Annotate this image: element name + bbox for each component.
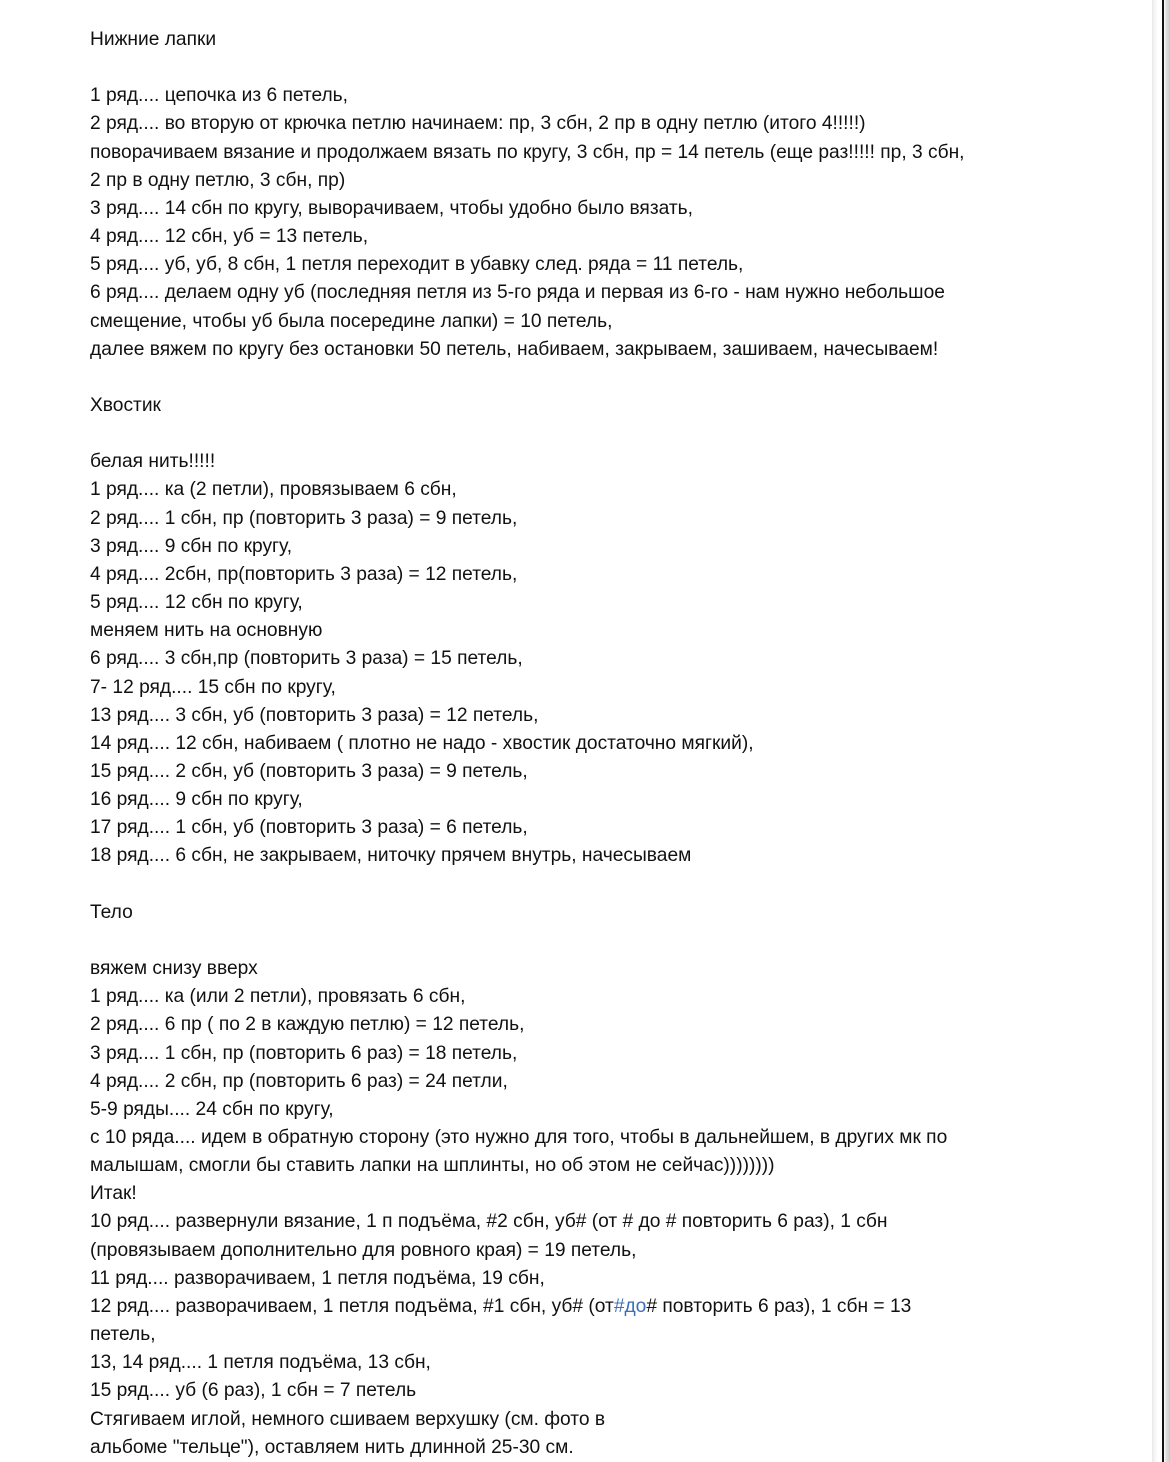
spacer: [90, 364, 1090, 392]
text-line: 13, 14 ряд.... 1 петля подъёма, 13 сбн,: [90, 1352, 431, 1374]
text-line: 6 ряд.... 3 сбн,пр (повторить 3 раза) = 15 петель,: [90, 648, 523, 670]
text-line: 3 ряд.... 1 сбн, пр (повторить 6 раз) = 18 петель,: [90, 1042, 518, 1064]
hashtag-link[interactable]: #до: [613, 1295, 647, 1317]
text-line: петель,: [90, 1324, 156, 1346]
text-line: 5 ряд.... уб, уб, 8 сбн, 1 петля переходит в убавку след. ряда = 11 петель,: [90, 254, 744, 276]
text-line: Итак!: [90, 1183, 137, 1205]
text-line: 16 ряд.... 9 сбн по кругу,: [90, 789, 303, 811]
text-line: 3 ряд.... 9 сбн по кругу,: [90, 535, 293, 557]
section-title-body: Тело: [90, 901, 133, 923]
text-line: 1 ряд.... ка (2 петли), провязываем 6 сбн,: [90, 479, 457, 501]
text-line: 2 пр в одну петлю, 3 сбн, пр): [90, 169, 346, 191]
text-line: 6 ряд.... делаем одну уб (последняя петля из 5-го ряда и первая из 6-го - нам нужно небольшое: [90, 282, 945, 304]
text-line: 13 ряд.... 3 сбн, уб (повторить 3 раза) = 12 петель,: [90, 704, 539, 726]
text-line: с 10 ряда.... идем в обратную сторону (это нужно для того, чтобы в дальнейшем, в других мк по: [90, 1127, 948, 1149]
text-line: 18 ряд.... 6 сбн, не закрываем, ниточку прячем внутрь, начесываем: [90, 845, 692, 867]
spacer: [90, 871, 1090, 899]
text-line: 2 ряд.... 1 сбн, пр (повторить 3 раза) = 9 петель,: [90, 507, 518, 529]
text-line-row-12: [90, 1293, 1090, 1321]
page-edge-line: [1162, 0, 1164, 1462]
spacer: [90, 420, 1090, 448]
section-title-paws: Нижние лапки: [90, 29, 217, 50]
text-line: 7- 12 ряд.... 15 сбн по кругу,: [90, 676, 336, 698]
text-line: 11 ряд.... разворачиваем, 1 петля подъёма, 19 сбн,: [90, 1267, 545, 1289]
text-line: 4 ряд.... 2сбн, пр(повторить 3 раза) = 12 петель,: [90, 563, 518, 585]
row-12-text-before: 12 ряд.... разворачиваем, 1 петля подъёма, #1 сбн, уб# (от: [90, 1295, 614, 1317]
text-line: 3 ряд.... 14 сбн по кругу, выворачиваем, чтобы удобно было вязать,: [90, 197, 693, 219]
row-12-text-after: # повторить 6 раз), 1 сбн = 13: [646, 1295, 912, 1317]
text-line: 1 ряд.... цепочка из 6 петель,: [90, 85, 348, 107]
text-line: 14 ряд.... 12 сбн, набиваем ( плотно не надо - хвостик достаточно мягкий),: [90, 732, 754, 754]
text-line: 4 ряд.... 2 сбн, пр (повторить 6 раз) = 24 петли,: [90, 1070, 508, 1092]
text-line: 5-9 ряды.... 24 сбн по кругу,: [90, 1098, 334, 1120]
text-line: 4 ряд.... 12 сбн, уб = 13 петель,: [90, 226, 369, 248]
text-line: смещение, чтобы уб была посередине лапки) = 10 петель,: [90, 310, 613, 332]
text-line: 2 ряд.... 6 пр ( по 2 в каждую петлю) = 12 петель,: [90, 1014, 525, 1036]
text-line: Стягиваем иглой, немного сшиваем верхушку (см. фото в: [90, 1408, 606, 1430]
text-line: далее вяжем по кругу без остановки 50 петель, набиваем, закрываем, зашиваем, начесываем!: [90, 338, 939, 360]
text-line: 10 ряд.... развернули вязание, 1 п подъёма, #2 сбн, уб# (от # до # повторить 6 раз), 1 сбн: [90, 1211, 888, 1233]
text-line: (провязываем дополнительно для ровного края) = 19 петель,: [90, 1239, 637, 1261]
text-line: 1 ряд.... ка (или 2 петли), провязать 6 сбн,: [90, 986, 466, 1008]
text-line: малышам, смогли бы ставить лапки на шплинты, но об этом не сейчас)))))))): [90, 1155, 775, 1177]
document-body: [90, 26, 1090, 1462]
text-line: белая нить!!!!!: [90, 451, 216, 473]
text-line: 17 ряд.... 1 сбн, уб (повторить 3 раза) = 6 петель,: [90, 817, 528, 839]
text-line: меняем нить на основную: [90, 620, 323, 642]
spacer: [90, 927, 1090, 955]
section-title-tail: Хвостик: [90, 395, 161, 416]
text-line: вяжем снизу вверх: [90, 958, 258, 980]
page-edge-border: [1152, 0, 1170, 1462]
text-line: 2 ряд.... во вторую от крючка петлю начинаем: пр, 3 сбн, 2 пр в одну петлю (итого 4!!!!!): [90, 113, 866, 135]
text-line: поворачиваем вязание и продолжаем вязать по кругу, 3 сбн, пр = 14 петель (еще раз!!!!! пр, 3 сбн,: [90, 141, 965, 163]
text-line: 15 ряд.... 2 сбн, уб (повторить 3 раза) = 9 петель,: [90, 761, 528, 783]
text-line: 5 ряд.... 12 сбн по кругу,: [90, 592, 303, 614]
spacer: [90, 54, 1090, 82]
text-line: альбоме "тельце"), оставляем нить длинной 25-30 см.: [90, 1436, 574, 1458]
text-line: 15 ряд.... уб (6 раз), 1 сбн = 7 петель: [90, 1380, 417, 1402]
